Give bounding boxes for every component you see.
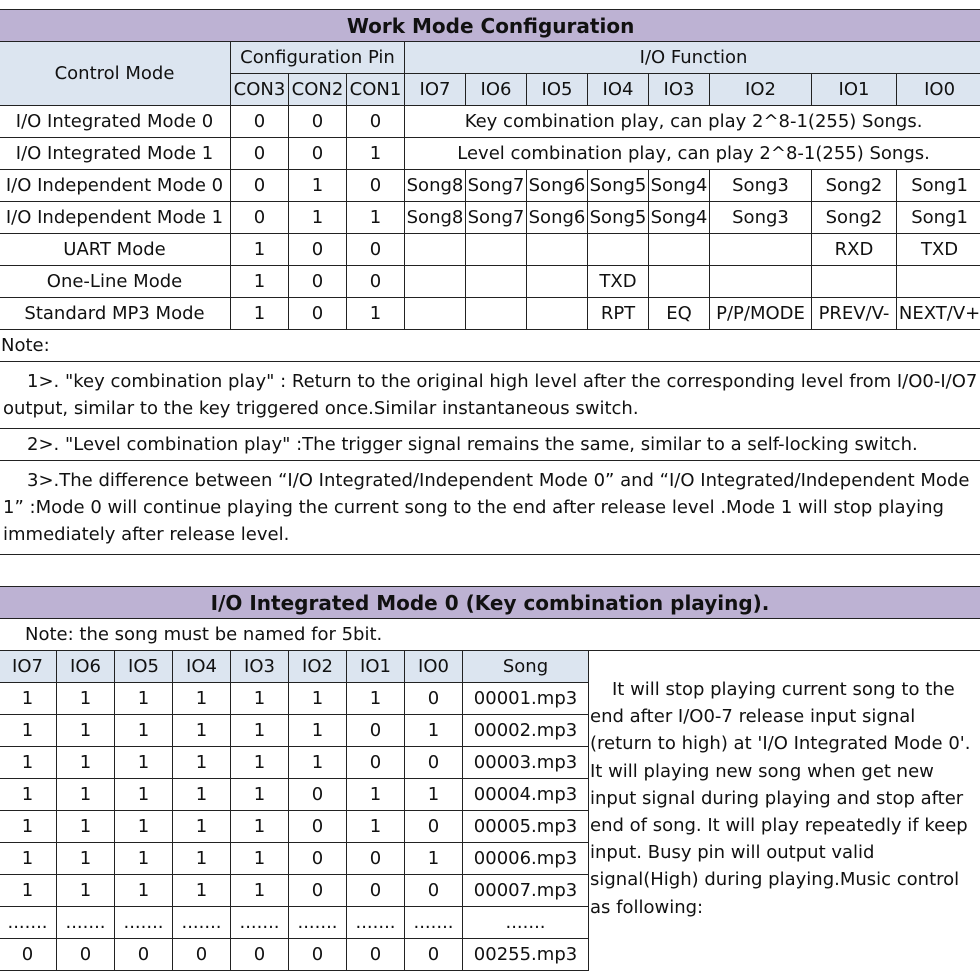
io-bit-cell: 0 <box>115 939 173 971</box>
io-cell <box>527 298 588 330</box>
song-cell: 00003.mp3 <box>463 747 589 779</box>
io-cell <box>897 266 980 298</box>
note-label: Note: <box>0 330 980 362</box>
io-bit-cell: 0 <box>289 939 347 971</box>
io-bit-cell: 0 <box>405 683 463 715</box>
combination-header-cell: IO6 <box>57 651 115 683</box>
io-cell: Song2 <box>812 202 897 234</box>
combination-header-cell: IO0 <box>405 651 463 683</box>
pin-header: CON3 <box>231 74 289 106</box>
io-cell: Song7 <box>466 202 527 234</box>
io-cell: TXD <box>588 266 649 298</box>
io-span-cell: Level combination play, can play 2^8-1(255) Songs. <box>405 138 980 170</box>
io-bit-cell: 1 <box>0 683 57 715</box>
song-cell: 00004.mp3 <box>463 779 589 811</box>
io-cell: Song3 <box>710 170 812 202</box>
io-bit-cell: 1 <box>0 779 57 811</box>
io-bit-cell: ....... <box>231 907 289 939</box>
io-bit-cell: 1 <box>0 715 57 747</box>
work-mode-title: Work Mode Configuration <box>0 10 980 42</box>
pin-cell: 0 <box>347 170 405 202</box>
io-bit-cell: 1 <box>115 683 173 715</box>
io-bit-cell: 0 <box>347 875 405 907</box>
integrated-mode0-description: It will stop playing current song to the end after I/O0-7 release input signal (return to high) at 'I/O Integrated Mode 0'. It will playing new song when get new input signal during playing and stop after end of song. It will play repeatedly if keep input. Busy pin will output valid signal(High) during playing.Music control as following: <box>590 679 971 918</box>
io-bit-cell: 1 <box>0 875 57 907</box>
io-bit-cell: 1 <box>289 683 347 715</box>
table-row <box>0 907 589 939</box>
io-bit-cell: 1 <box>57 875 115 907</box>
io-bit-cell: 1 <box>173 747 231 779</box>
io-bit-cell: ....... <box>173 907 231 939</box>
song-cell: 00255.mp3 <box>463 939 589 971</box>
io-bit-cell: ....... <box>347 907 405 939</box>
pin-cell: 1 <box>231 298 289 330</box>
table-row <box>0 106 980 138</box>
mode-cell: I/O Integrated Mode 1 <box>0 138 231 170</box>
io-bit-cell: 0 <box>405 811 463 843</box>
io-span-cell: Key combination play, can play 2^8-1(255) Songs. <box>405 106 980 138</box>
io-header: IO1 <box>812 74 897 106</box>
io-bit-cell: 0 <box>405 747 463 779</box>
io-cell: RXD <box>812 234 897 266</box>
io-bit-cell: 0 <box>289 779 347 811</box>
io-cell: Song8 <box>405 170 466 202</box>
table-row <box>0 843 589 875</box>
io-bit-cell: 1 <box>57 747 115 779</box>
pin-cell: 1 <box>231 234 289 266</box>
mode-cell: One-Line Mode <box>0 266 231 298</box>
io-header: IO4 <box>588 74 649 106</box>
mode-cell: I/O Integrated Mode 0 <box>0 106 231 138</box>
table-row <box>0 683 589 715</box>
pin-cell: 0 <box>289 298 347 330</box>
io-cell: RPT <box>588 298 649 330</box>
combination-header-cell: Song <box>463 651 589 683</box>
mode-cell: I/O Independent Mode 1 <box>0 202 231 234</box>
table-row <box>0 170 980 202</box>
io-bit-cell: 1 <box>231 875 289 907</box>
table-row <box>0 234 980 266</box>
song-cell: 00002.mp3 <box>463 715 589 747</box>
io-bit-cell: 1 <box>347 811 405 843</box>
io-cell: Song8 <box>405 202 466 234</box>
io-cell: Song6 <box>527 170 588 202</box>
io-bit-cell: 1 <box>231 779 289 811</box>
io-bit-cell: 1 <box>57 779 115 811</box>
io-bit-cell: 1 <box>115 715 173 747</box>
io-bit-cell: 0 <box>405 939 463 971</box>
io-bit-cell: 0 <box>289 843 347 875</box>
pin-cell: 1 <box>231 266 289 298</box>
io-cell <box>649 266 710 298</box>
pin-cell: 0 <box>347 106 405 138</box>
io-cell <box>710 266 812 298</box>
io-bit-cell: 1 <box>115 779 173 811</box>
note-paragraph: 2>. "Level combination play" :The trigger signal remains the same, similar to a self-locking switch. <box>0 429 980 461</box>
io-cell: PREV/V- <box>812 298 897 330</box>
io-bit-cell: 1 <box>289 747 347 779</box>
io-bit-cell: 1 <box>347 779 405 811</box>
io-cell: P/P/MODE <box>710 298 812 330</box>
io-bit-cell: 0 <box>347 715 405 747</box>
io-cell <box>466 266 527 298</box>
io-cell: Song5 <box>588 170 649 202</box>
io-bit-cell: 1 <box>231 683 289 715</box>
io-bit-cell: 0 <box>231 939 289 971</box>
io-bit-cell: 1 <box>173 875 231 907</box>
io-cell <box>588 234 649 266</box>
combination-header-cell: IO3 <box>231 651 289 683</box>
io-bit-cell: 0 <box>347 747 405 779</box>
io-cell: Song2 <box>812 170 897 202</box>
integrated-mode0-header-table <box>0 586 980 651</box>
io-bit-cell: 1 <box>231 843 289 875</box>
note-paragraph: 3>.The difference between “I/O Integrated/Independent Mode 0” and “I/O Integrated/Independent Mode 1” :Mode 0 will continue playing the current song to the end after release level .Mode 1 will stop playing immediately after release level. <box>0 461 980 555</box>
io-bit-cell: 1 <box>57 811 115 843</box>
combination-header-cell: IO1 <box>347 651 405 683</box>
io-bit-cell: ....... <box>0 907 57 939</box>
io-bit-cell: ....... <box>289 907 347 939</box>
io-cell: Song3 <box>710 202 812 234</box>
io-function-header: I/O Function <box>405 42 980 74</box>
combination-header-row <box>0 651 589 683</box>
io-bit-cell: ....... <box>57 907 115 939</box>
pin-cell: 0 <box>289 234 347 266</box>
io-cell <box>405 298 466 330</box>
io-header: IO3 <box>649 74 710 106</box>
pin-cell: 1 <box>347 202 405 234</box>
pin-cell: 0 <box>289 138 347 170</box>
song-cell: 00005.mp3 <box>463 811 589 843</box>
io-cell: Song1 <box>897 202 980 234</box>
table-row <box>0 939 589 971</box>
io-header: IO0 <box>897 74 980 106</box>
io-bit-cell: 1 <box>0 811 57 843</box>
pin-cell: 0 <box>289 266 347 298</box>
io-cell: Song1 <box>897 170 980 202</box>
io-cell <box>527 266 588 298</box>
io-cell <box>649 234 710 266</box>
io-bit-cell: 0 <box>173 939 231 971</box>
mode-cell: I/O Independent Mode 0 <box>0 170 231 202</box>
io-cell: TXD <box>897 234 980 266</box>
config-pin-header: Configuration Pin <box>231 42 405 74</box>
io-bit-cell: 1 <box>405 843 463 875</box>
io-cell: Song4 <box>649 202 710 234</box>
combination-header-cell: IO5 <box>115 651 173 683</box>
io-cell: Song7 <box>466 170 527 202</box>
pin-cell: 1 <box>289 202 347 234</box>
io-bit-cell: 0 <box>289 811 347 843</box>
pin-cell: 0 <box>231 170 289 202</box>
pin-cell: 1 <box>347 138 405 170</box>
io-cell <box>812 266 897 298</box>
combination-header-cell: IO4 <box>173 651 231 683</box>
io-bit-cell: 0 <box>57 939 115 971</box>
io-bit-cell: 0 <box>405 875 463 907</box>
io-cell: Song4 <box>649 170 710 202</box>
note-paragraph: 1>. "key combination play" : Return to the original high level after the corresponding level from I/O0-I/O7 output, similar to the key triggered once.Similar instantaneous switch. <box>0 362 980 429</box>
table-row <box>0 202 980 234</box>
io-cell <box>405 234 466 266</box>
io-bit-cell: 0 <box>347 843 405 875</box>
pin-cell: 0 <box>231 106 289 138</box>
pin-cell: 0 <box>231 138 289 170</box>
io-header: IO5 <box>527 74 588 106</box>
io-bit-cell: 1 <box>231 715 289 747</box>
song-cell: 00007.mp3 <box>463 875 589 907</box>
io-cell: Song5 <box>588 202 649 234</box>
table-row <box>0 811 589 843</box>
mode-cell: Standard MP3 Mode <box>0 298 231 330</box>
table-row <box>0 715 589 747</box>
pin-cell: 1 <box>289 170 347 202</box>
table-row <box>0 747 589 779</box>
io-bit-cell: 1 <box>0 843 57 875</box>
control-mode-header: Control Mode <box>0 42 231 106</box>
io-cell <box>405 266 466 298</box>
io-cell <box>466 234 527 266</box>
song-cell: 00001.mp3 <box>463 683 589 715</box>
io-bit-cell: 1 <box>347 683 405 715</box>
io-bit-cell: 1 <box>57 843 115 875</box>
io-bit-cell: 1 <box>57 683 115 715</box>
io-bit-cell: ....... <box>115 907 173 939</box>
io-cell: NEXT/V+ <box>897 298 980 330</box>
io-bit-cell: 1 <box>115 747 173 779</box>
table-row <box>0 138 980 170</box>
song-name-note: Note: the song must be named for 5bit. <box>0 619 980 651</box>
pin-cell: 1 <box>347 298 405 330</box>
combination-header-cell: IO2 <box>289 651 347 683</box>
io-bit-cell: 1 <box>0 747 57 779</box>
pin-header: CON2 <box>289 74 347 106</box>
pin-cell: 0 <box>347 266 405 298</box>
io-bit-cell: ....... <box>405 907 463 939</box>
io-cell <box>710 234 812 266</box>
io-bit-cell: 1 <box>173 683 231 715</box>
io-bit-cell: 1 <box>231 811 289 843</box>
combination-table <box>0 650 589 971</box>
io-bit-cell: 1 <box>115 843 173 875</box>
io-header: IO6 <box>466 74 527 106</box>
io-bit-cell: 1 <box>405 715 463 747</box>
pin-cell: 0 <box>231 202 289 234</box>
io-bit-cell: 1 <box>289 715 347 747</box>
io-bit-cell: 1 <box>405 779 463 811</box>
io-cell <box>466 298 527 330</box>
work-mode-table <box>0 9 980 555</box>
io-bit-cell: 0 <box>347 939 405 971</box>
io-cell <box>527 234 588 266</box>
pin-cell: 0 <box>289 106 347 138</box>
io-bit-cell: 1 <box>173 811 231 843</box>
io-cell: Song6 <box>527 202 588 234</box>
integrated-mode0-title: I/O Integrated Mode 0 (Key combination playing). <box>0 587 980 619</box>
table-row <box>0 779 589 811</box>
mode-cell: UART Mode <box>0 234 231 266</box>
pin-header: CON1 <box>347 74 405 106</box>
table-row <box>0 266 980 298</box>
song-cell: ....... <box>463 907 589 939</box>
io-bit-cell: 1 <box>231 747 289 779</box>
io-bit-cell: 1 <box>173 843 231 875</box>
io-bit-cell: 1 <box>115 875 173 907</box>
io-header: IO2 <box>710 74 812 106</box>
io-bit-cell: 1 <box>173 779 231 811</box>
io-bit-cell: 1 <box>115 811 173 843</box>
io-header: IO7 <box>405 74 466 106</box>
table-row <box>0 875 589 907</box>
song-cell: 00006.mp3 <box>463 843 589 875</box>
io-bit-cell: 0 <box>289 875 347 907</box>
pin-cell: 0 <box>347 234 405 266</box>
combination-header-cell: IO7 <box>0 651 57 683</box>
io-bit-cell: 0 <box>0 939 57 971</box>
io-cell: EQ <box>649 298 710 330</box>
io-bit-cell: 1 <box>173 715 231 747</box>
table-row <box>0 298 980 330</box>
io-bit-cell: 1 <box>57 715 115 747</box>
